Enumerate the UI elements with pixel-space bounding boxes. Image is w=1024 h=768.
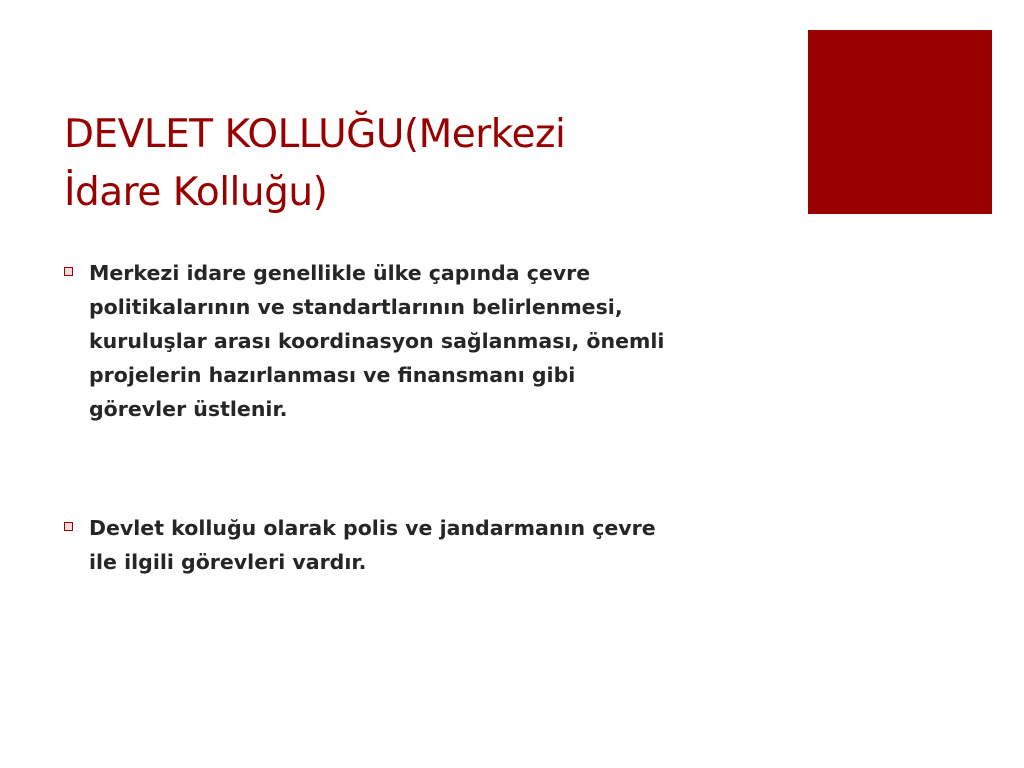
bullet-text-line: görevler üstlenir. (89, 397, 288, 421)
slide-title (64, 106, 784, 222)
accent-block (808, 30, 992, 214)
bullet-item (64, 511, 784, 579)
bullet-text-line: ile ilgili görevleri vardır. (89, 550, 367, 574)
bullet-text-line: kuruluşlar arası koordinasyon sağlanması, önemli (89, 329, 665, 353)
square-bullet-icon (64, 522, 73, 531)
title-line: İdare Kolluğu) (64, 170, 328, 215)
bullet-list (64, 256, 784, 579)
bullet-item (64, 256, 784, 426)
bullet-text-line: projelerin hazırlanması ve finansmanı gibi (89, 363, 576, 387)
bullet-text-line: politikalarının ve standartlarının belirlenmesi, (89, 295, 623, 319)
bullet-text-line: Merkezi idare genellikle ülke çapında çevre (89, 261, 591, 285)
bullet-text-line: Devlet kolluğu olarak polis ve jandarmanın çevre (89, 516, 656, 540)
title-line: DEVLET KOLLUĞU(Merkezi (64, 112, 566, 157)
square-bullet-icon (64, 267, 73, 276)
